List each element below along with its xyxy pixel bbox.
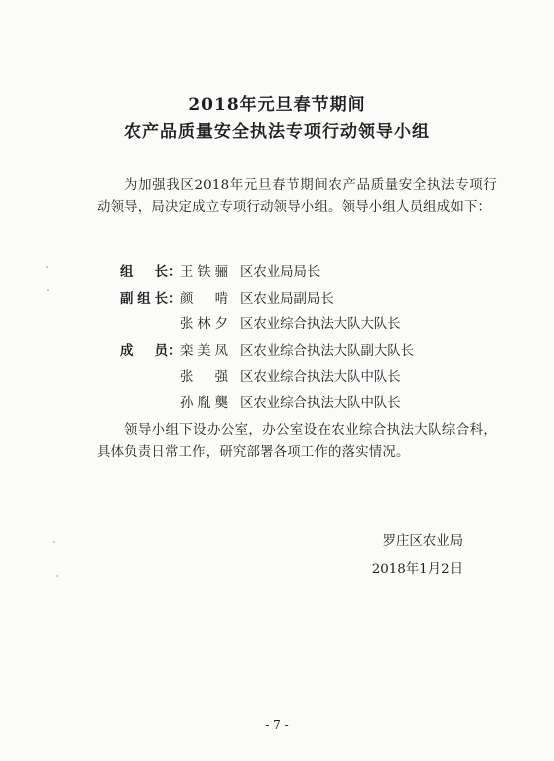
member-name: 颜啃 xyxy=(180,292,228,307)
member-position: 区农业综合执法大队中队长 xyxy=(240,396,401,411)
scan-speck xyxy=(56,575,58,577)
member-role: 副组长 xyxy=(120,291,168,307)
member-row-deputy-2 xyxy=(120,314,401,336)
member-row-member-3 xyxy=(120,393,401,415)
member-position: 区农业局局长 xyxy=(240,265,321,280)
scan-speck xyxy=(47,289,49,291)
member-row-member: 成员：栾美凤 区农业综合执法大队副大队长 xyxy=(120,340,414,362)
signature-organization: 罗庄区农业局 xyxy=(382,534,463,549)
member-name: 张强 xyxy=(180,370,228,385)
member-position: 区农业综合执法大队中队长 xyxy=(240,370,401,385)
intro-paragraph: 为加强我区2018年元旦春节期间农产品质量安全执法专项行动领导，局决定成立专项行动领导小组。领导小组人员组成如下： xyxy=(97,178,497,215)
scan-speck xyxy=(46,266,48,268)
scan-speck xyxy=(53,541,55,543)
member-row-member-2 xyxy=(120,367,401,389)
member-position: 区农业综合执法大队副大队长 xyxy=(240,344,415,359)
member-row-leader: 组长：王铁骊 区农业局局长 xyxy=(120,261,320,283)
member-row-deputy: 副组长：颜啃 区农业局副局长 xyxy=(120,288,334,310)
document-title-line2: 农产品质量安全执法专项行动领导小组 xyxy=(124,122,430,142)
member-name: 张林夕 xyxy=(180,317,228,332)
page-number: - 7 - xyxy=(265,718,289,732)
member-name: 栾美凤 xyxy=(180,344,228,359)
member-name: 王铁骊 xyxy=(180,265,228,280)
member-position: 区农业局副局长 xyxy=(240,292,334,307)
signature-date: 2018年1月2日 xyxy=(371,562,463,577)
member-position: 区农业综合执法大队大队长 xyxy=(240,317,401,332)
office-paragraph: 领导小组下设办公室，办公室设在农业综合执法大队综合科，具体负责日常工作，研究部署各项工作的落实情况。 xyxy=(97,423,497,460)
member-name: 孙胤龑 xyxy=(180,396,228,411)
member-role: 组长 xyxy=(120,264,168,280)
member-role: 成员 xyxy=(120,343,168,359)
document-title-line1: 2018年元旦春节期间 xyxy=(188,95,366,115)
